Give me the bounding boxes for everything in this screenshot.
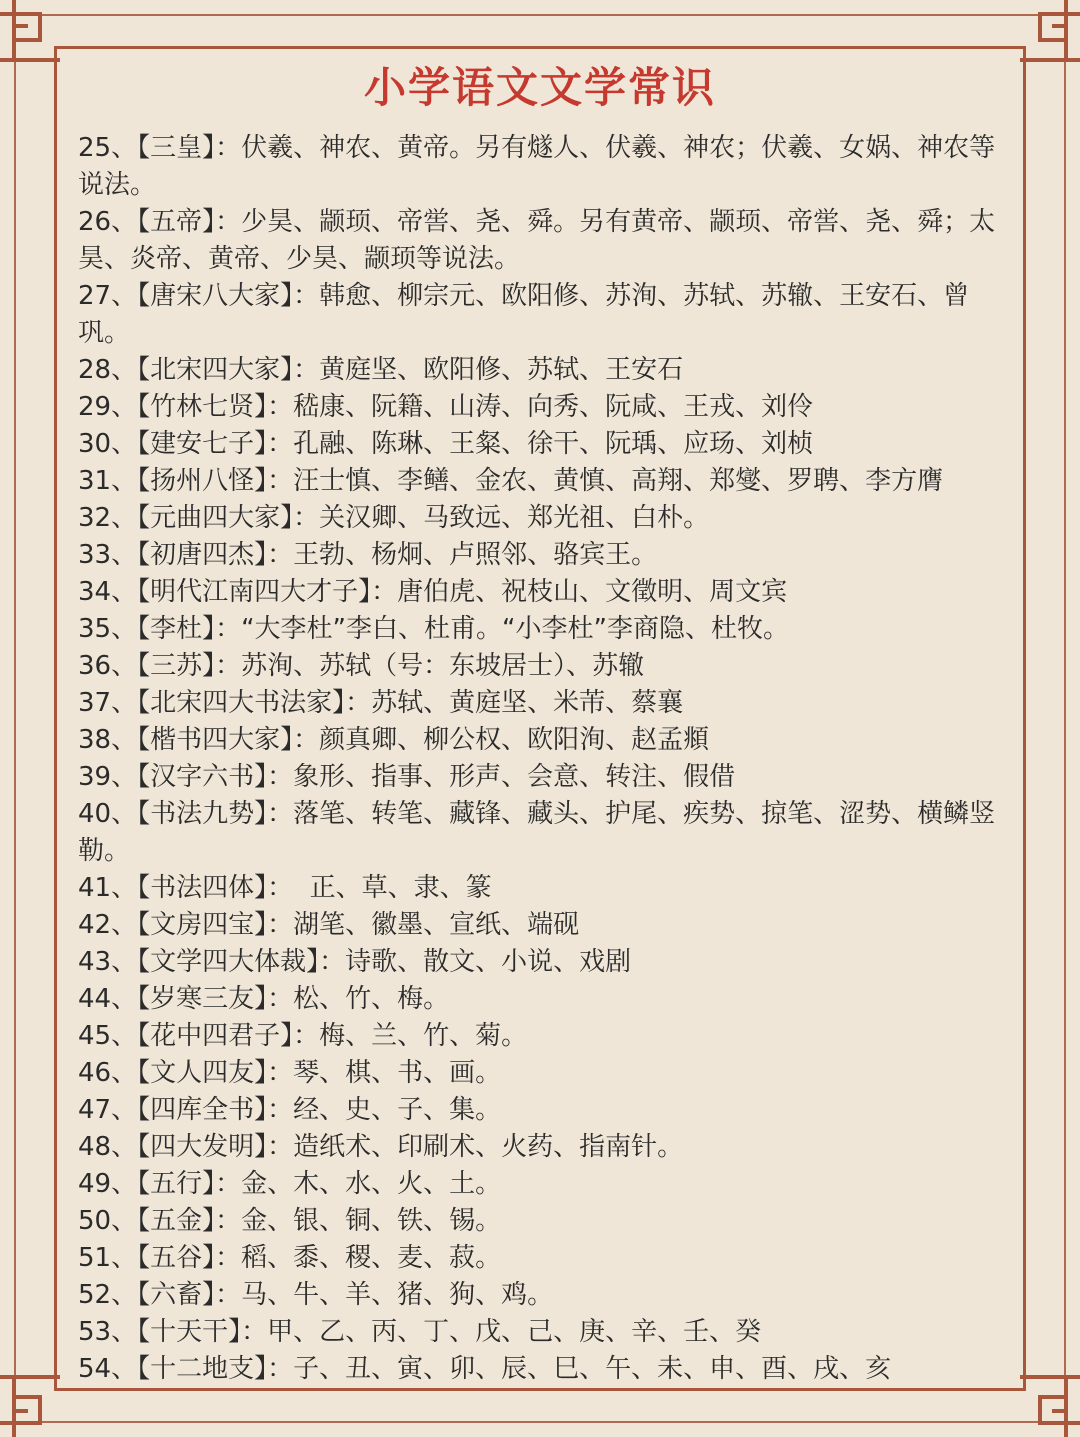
list-item: 33、【初唐四杰】：王勃、杨炯、卢照邻、骆宾王。 <box>78 540 658 570</box>
list-item: 41、【书法四体】： 正、草、隶、篆 <box>78 873 492 903</box>
list-item: 27、【唐宋八大家】：韩愈、柳宗元、欧阳修、苏洵、苏轼、苏辙、王安石、曾巩。 <box>78 281 970 348</box>
list-item: 35、【李杜】：“大李杜”李白、杜甫。“小李杜”李商隐、杜牧。 <box>78 614 789 644</box>
list-item: 45、【花中四君子】：梅、兰、竹、菊。 <box>78 1021 528 1051</box>
list-item: 50、【五金】：金、银、铜、铁、锡。 <box>78 1206 502 1236</box>
list-item: 46、【文人四友】：琴、棋、书、画。 <box>78 1058 502 1088</box>
list-item: 28、【北宋四大家】：黄庭坚、欧阳修、苏轼、王安石 <box>78 355 684 385</box>
list-item: 26、【五帝】：少昊、颛顼、帝喾、尧、舜。另有黄帝、颛顼、帝喾、尧、舜；太昊、炎帝、黄帝、少昊、颛顼等说法。 <box>78 207 996 274</box>
list-item: 38、【楷书四大家】：颜真卿、柳公权、欧阳洵、赵孟頫 <box>78 725 710 755</box>
list-item: 36、【三苏】：苏洵、苏轼（号：东坡居士）、苏辙 <box>78 651 645 681</box>
list-item: 32、【元曲四大家】：关汉卿、马致远、郑光祖、白朴。 <box>78 503 710 533</box>
list-item: 40、【书法九势】：落笔、转笔、藏锋、藏头、护尾、疾势、掠笔、涩势、横鳞竖勒。 <box>78 799 996 866</box>
list-item: 25、【三皇】：伏羲、神农、黄帝。另有燧人、伏羲、神农；伏羲、女娲、神农等说法。 <box>78 133 996 200</box>
list-item: 49、【五行】：金、木、水、火、土。 <box>78 1169 502 1199</box>
list-item: 29、【竹林七贤】：嵇康、阮籍、山涛、向秀、阮咸、王戎、刘伶 <box>78 392 814 422</box>
list-item: 42、【文房四宝】：湖笔、徽墨、宣纸、端砚 <box>78 910 580 940</box>
list-item: 53、【十天干】：甲、乙、丙、丁、戊、己、庚、辛、壬、癸 <box>78 1317 762 1347</box>
list-item: 47、【四库全书】：经、史、子、集。 <box>78 1095 502 1125</box>
list-item: 37、【北宋四大书法家】：苏轼、黄庭坚、米芾、蔡襄 <box>78 688 684 718</box>
page-title: 小学语文文学常识 <box>363 63 716 112</box>
list-item: 31、【扬州八怪】：汪士慎、李鳝、金农、黄慎、高翔、郑燮、罗聘、李方膺 <box>78 466 944 496</box>
list-item: 48、【四大发明】：造纸术、印刷术、火药、指南针。 <box>78 1132 684 1162</box>
entry-list <box>78 130 1018 1388</box>
list-item: 51、【五谷】：稻、黍、稷、麦、菽。 <box>78 1243 502 1273</box>
list-item: 39、【汉字六书】：象形、指事、形声、会意、转注、假借 <box>78 762 736 792</box>
list-item: 34、【明代江南四大才子】：唐伯虎、祝枝山、文徵明、周文宾 <box>78 577 788 607</box>
list-item: 44、【岁寒三友】：松、竹、梅。 <box>78 984 450 1014</box>
list-item: 52、【六畜】：马、牛、羊、猪、狗、鸡。 <box>78 1280 554 1310</box>
list-item: 54、【十二地支】：子、丑、寅、卯、辰、巳、午、未、申、酉、戌、亥 <box>78 1354 892 1384</box>
list-item: 43、【文学四大体裁】：诗歌、散文、小说、戏剧 <box>78 947 632 977</box>
list-item: 30、【建安七子】：孔融、陈琳、王粲、徐干、阮瑀、应玚、刘桢 <box>78 429 814 459</box>
